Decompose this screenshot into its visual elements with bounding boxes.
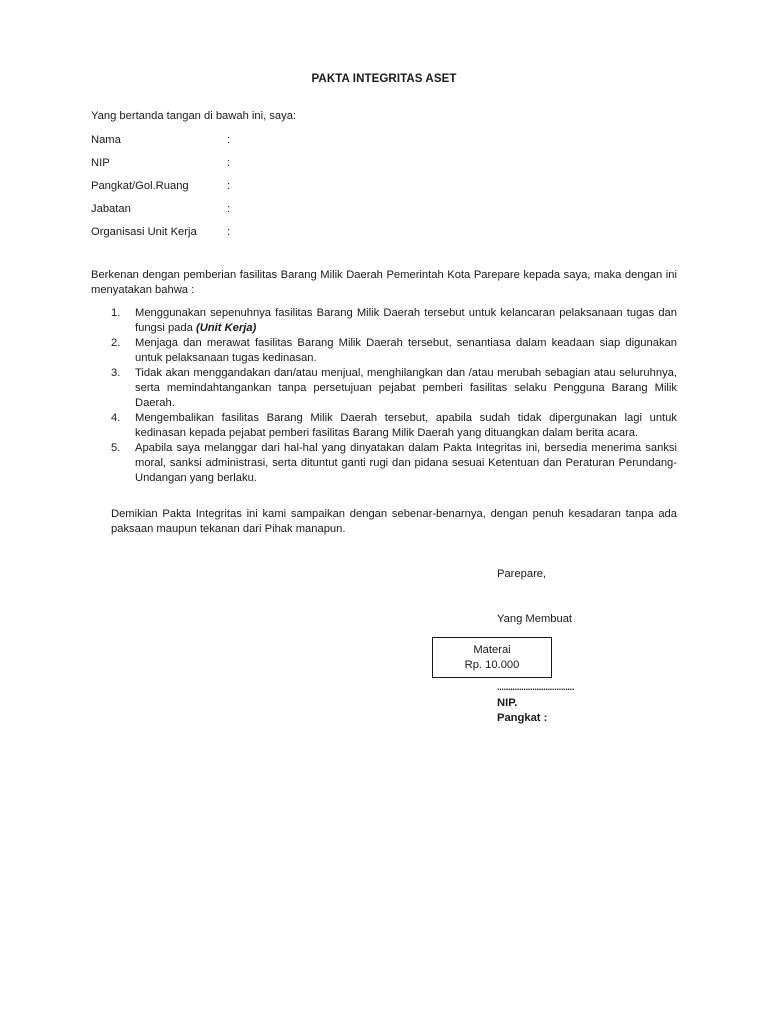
statement-points (111, 306, 677, 486)
point-text (135, 306, 677, 336)
field-pangkat (91, 179, 237, 202)
stamp-label: Materai (473, 644, 511, 656)
field-label: Pangkat/Gol.Ruang (91, 180, 189, 192)
field-colon: : (227, 203, 231, 215)
field-colon: : (227, 226, 231, 238)
list-item (111, 411, 677, 441)
field-nip (91, 156, 237, 179)
point-number: 3. (111, 367, 121, 379)
point-number: 2. (111, 337, 121, 349)
signature-nip: NIP. (497, 697, 518, 709)
point-text: Mengembalikan fasilitas Barang Milik Daerah tersebut, apabila sudah tidak dipergunakan lagi untuk kedinasan kepada pejabat pemberi fasilitas Barang Milik Daerah yang dituangkan dalam berita acara. (135, 412, 677, 439)
field-colon: : (227, 180, 231, 192)
signature-place: Parepare, (497, 568, 547, 580)
list-item (111, 336, 677, 366)
signature-maker: Yang Membuat (497, 613, 573, 625)
materai-stamp-box (432, 637, 552, 678)
field-label: Organisasi Unit Kerja (91, 226, 197, 238)
field-label: NIP (91, 157, 110, 169)
point-number: 5. (111, 442, 121, 454)
field-nama (91, 133, 237, 156)
document-title: PAKTA INTEGRITAS ASET (311, 73, 457, 85)
point-text: Tidak akan menggandakan dan/atau menjual, menghilangkan dan /atau merubah sebagian atau seluruhnya, serta memindahtangankan tanpa persetujuan pejabat pemberi fasilitas selaku Pengguna Barang Milik Daerah. (135, 367, 677, 409)
list-item (111, 441, 677, 486)
point-text: Apabila saya melanggar dari hal-hal yang dinyatakan dalam Pakta Integritas ini, bersedia menerima sanksi moral, sanksi administrasi, serta dituntut ganti rugi dan pidana sesuai Ketentuan dan Peraturan Perundang-Undangan yang berlaku. (135, 442, 677, 484)
point-text: Menjaga dan merawat fasilitas Barang Milik Daerah tersebut, senantiasa dalam keadaan siap digunakan untuk pelaksanaan tugas kedinasan. (135, 337, 677, 364)
unit-kerja-emphasis: (Unit Kerja) (195, 322, 257, 334)
point-number: 1. (111, 307, 121, 319)
statement-paragraph: Berkenan dengan pemberian fasilitas Barang Milik Daerah Pemerintah Kota Parepare kepada saya, maka dengan ini menyatakan bahwa : (91, 269, 677, 296)
signature-pangkat: Pangkat : (497, 712, 548, 724)
signature-name-line: ................................... (497, 682, 575, 692)
closing-paragraph: Demikian Pakta Integritas ini kami sampaikan dengan sebenar-benarnya, dengan penuh kesadaran tanpa ada paksaan maupun tekanan dari Pihak manapun. (111, 508, 677, 535)
field-jabatan (91, 202, 237, 225)
field-label: Nama (91, 134, 121, 146)
point-text-body: Menggunakan sepenuhnya fasilitas Barang Milik Daerah tersebut untuk kelancaran pelaksanaan tugas dan fungsi pada (135, 307, 677, 334)
field-label: Jabatan (91, 203, 131, 215)
stamp-value: Rp. 10.000 (464, 659, 520, 671)
identity-fields (91, 133, 237, 248)
list-item (111, 366, 677, 411)
intro-text: Yang bertanda tangan di bawah ini, saya: (91, 110, 297, 122)
field-colon: : (227, 157, 231, 169)
point-number: 4. (111, 412, 121, 424)
field-organisasi (91, 225, 237, 248)
field-colon: : (227, 134, 231, 146)
list-item (111, 306, 677, 336)
